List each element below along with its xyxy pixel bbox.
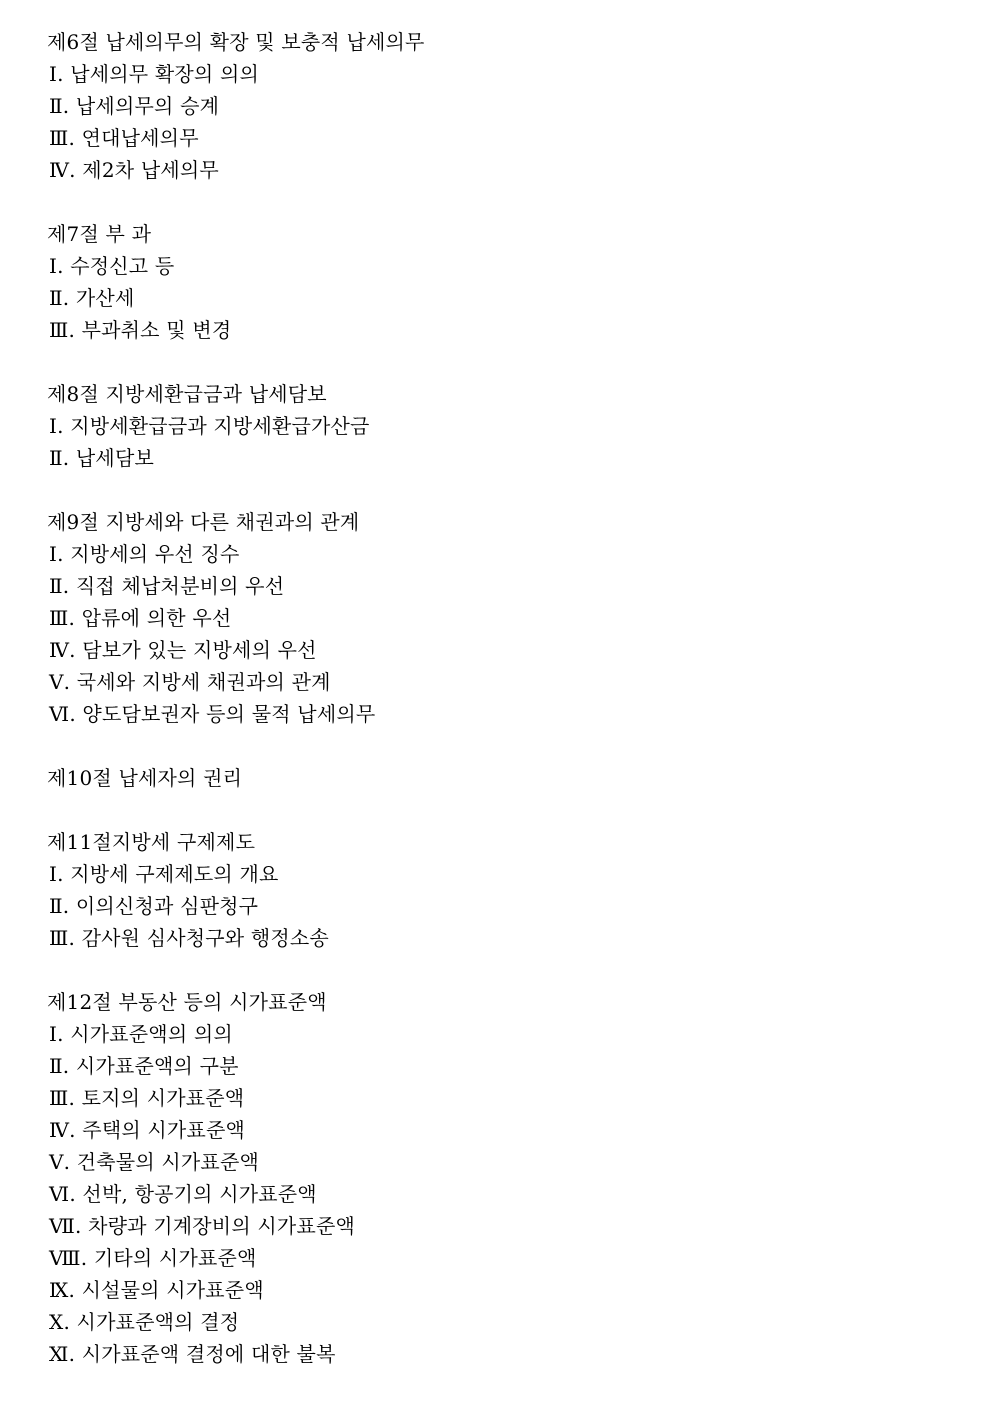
list-item: Ⅰ. 지방세의 우선 징수: [49, 542, 240, 566]
list-item: Ⅲ. 연대납세의무: [49, 126, 199, 150]
list-item: Ⅱ. 시가표준액의 구분: [49, 1054, 239, 1078]
section-6: [47, 26, 947, 186]
section-8: [47, 378, 947, 474]
list-item: Ⅴ. 국세와 지방세 채권과의 관계: [49, 670, 331, 694]
section-title: 제10절 납세자의 권리: [47, 766, 243, 790]
list-item: Ⅱ. 가산세: [49, 286, 135, 310]
list-item: Ⅳ. 제2차 납세의무: [49, 158, 219, 182]
list-item: Ⅹ. 시가표준액의 결정: [49, 1310, 240, 1334]
document-body: [47, 26, 947, 1402]
list-item: Ⅲ. 압류에 의한 우선: [49, 606, 232, 630]
list-item: Ⅴ. 건축물의 시가표준액: [49, 1150, 259, 1174]
list-item: Ⅱ. 이의신청과 심판청구: [49, 894, 259, 918]
list-item: Ⅺ. 시가표준액 결정에 대한 불복: [49, 1342, 336, 1366]
section-title: 제8절 지방세환급금과 납세담보: [47, 382, 327, 406]
list-item: Ⅲ. 부과취소 및 변경: [49, 318, 232, 342]
list-item: Ⅵ. 양도담보권자 등의 물적 납세의무: [49, 702, 376, 726]
section-11: [47, 826, 947, 954]
section-9: [47, 506, 947, 730]
list-item: Ⅳ. 주택의 시가표준액: [49, 1118, 246, 1142]
section-12: [47, 986, 947, 1370]
list-item: Ⅱ. 납세담보: [49, 446, 154, 470]
list-item: Ⅸ. 시설물의 시가표준액: [49, 1278, 264, 1302]
list-item: Ⅲ. 토지의 시가표준액: [49, 1086, 245, 1110]
list-item: Ⅱ. 직접 체납처분비의 우선: [49, 574, 285, 598]
list-item: Ⅰ. 수정신고 등: [49, 254, 175, 278]
list-item: Ⅰ. 시가표준액의 의의: [49, 1022, 233, 1046]
section-title: 제11절지방세 구제제도: [47, 830, 256, 854]
list-item: Ⅳ. 담보가 있는 지방세의 우선: [49, 638, 317, 662]
section-7: [47, 218, 947, 346]
section-title: 제9절 지방세와 다른 채권과의 관계: [47, 510, 360, 534]
section-title: 제7절 부 과: [47, 222, 152, 246]
section-title: 제6절 납세의무의 확장 및 보충적 납세의무: [47, 30, 425, 54]
list-item: Ⅰ. 지방세환급금과 지방세환급가산금: [49, 414, 370, 438]
list-item: Ⅰ. 납세의무 확장의 의의: [49, 62, 260, 86]
list-item: Ⅶ. 차량과 기계장비의 시가표준액: [49, 1214, 355, 1238]
section-title: 제12절 부동산 등의 시가표준액: [47, 990, 327, 1014]
list-item: Ⅰ. 지방세 구제제도의 개요: [49, 862, 279, 886]
list-item: Ⅵ. 선박, 항공기의 시가표준액: [49, 1182, 317, 1206]
list-item: Ⅷ. 기타의 시가표준액: [49, 1246, 257, 1270]
section-10: [47, 762, 947, 794]
list-item: Ⅲ. 감사원 심사청구와 행정소송: [49, 926, 329, 950]
list-item: Ⅱ. 납세의무의 승계: [49, 94, 220, 118]
